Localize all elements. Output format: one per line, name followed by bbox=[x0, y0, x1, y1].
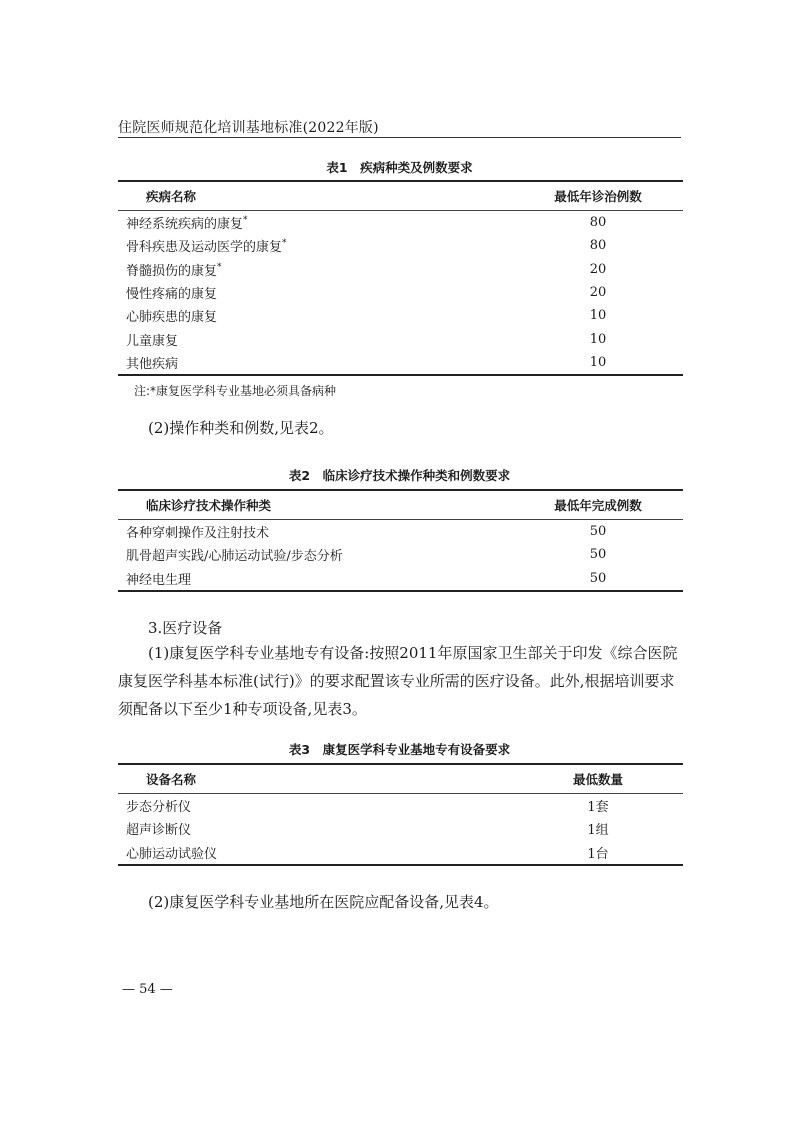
table1-caption: 表1 疾病种类及例数要求 bbox=[326, 160, 473, 175]
row-value: 1套 bbox=[587, 800, 609, 816]
row-name: 骨科疾患及运动医学的康复 bbox=[126, 240, 283, 256]
table-row bbox=[118, 304, 683, 327]
row-value: 50 bbox=[589, 570, 607, 586]
table3-col1-header: 设备名称 bbox=[146, 772, 197, 787]
table2-col2-header: 最低年完成例数 bbox=[554, 498, 642, 513]
table-row bbox=[118, 520, 683, 544]
table3 bbox=[118, 763, 683, 866]
row-name: 儿童康复 bbox=[126, 333, 179, 349]
row-value: 80 bbox=[589, 215, 607, 231]
table-row bbox=[118, 794, 683, 818]
row-name: 肌骨超声实践/心肺运动试验/步态分析 bbox=[126, 549, 343, 565]
row-name: 神经系统疾病的康复 bbox=[126, 217, 244, 233]
table-row bbox=[118, 234, 683, 257]
row-name: 超声诊断仪 bbox=[126, 823, 192, 839]
row-name: 心肺疾患的康复 bbox=[126, 310, 218, 326]
row-value: 10 bbox=[589, 308, 607, 324]
table3-header-row bbox=[118, 764, 683, 794]
table2-col1-header: 临床诊疗技术操作种类 bbox=[146, 498, 272, 513]
row-value: 50 bbox=[589, 547, 607, 563]
row-value: 10 bbox=[589, 331, 607, 347]
table-row bbox=[118, 327, 683, 350]
row-value: 50 bbox=[589, 524, 607, 540]
paragraph-equipment: (1)康复医学科专业基地专有设备:按照2011年原国家卫生部关于印发《综合医院康复医学科基本标准(试行)》的要求配置该专业所需的医疗设备。此外,根据培训要求须配备以下至少1种专项设备,见表3。 bbox=[118, 644, 678, 718]
row-name: 慢性疼痛的康复 bbox=[126, 287, 218, 303]
table1-col1-header: 疾病名称 bbox=[146, 189, 197, 204]
required-mark: * bbox=[282, 239, 287, 250]
row-name: 脊髓损伤的康复 bbox=[126, 263, 218, 279]
row-value: 1台 bbox=[587, 846, 609, 862]
paragraph-hospital-equipment: (2)康复医学科专业基地所在医院应配备设备,见表4。 bbox=[148, 893, 499, 911]
table-row bbox=[118, 567, 683, 591]
table1-note: 注:*康复医学科专业基地必须具备病种 bbox=[134, 384, 337, 398]
page-number: — 54 — bbox=[122, 982, 173, 997]
paragraph-operations: (2)操作种类和例数,见表2。 bbox=[148, 419, 334, 437]
row-name: 神经电生理 bbox=[126, 572, 192, 588]
table1-header-row bbox=[118, 181, 683, 211]
row-name: 步态分析仪 bbox=[126, 800, 192, 816]
row-value: 20 bbox=[589, 285, 607, 301]
row-value: 10 bbox=[589, 354, 607, 370]
row-name: 其他疾病 bbox=[126, 356, 179, 372]
table1 bbox=[118, 180, 683, 376]
table2-header-row bbox=[118, 490, 683, 520]
table1-col2-header: 最低年诊治例数 bbox=[554, 189, 642, 204]
table-row bbox=[118, 841, 683, 865]
table-row bbox=[118, 211, 683, 235]
table-row bbox=[118, 351, 683, 375]
header-rule bbox=[118, 137, 681, 138]
row-name: 心肺运动试验仪 bbox=[126, 846, 218, 862]
row-value: 20 bbox=[589, 261, 607, 277]
row-value: 80 bbox=[589, 238, 607, 254]
table-row bbox=[118, 281, 683, 304]
running-header: 住院医师规范化培训基地标准(2022年版) bbox=[118, 120, 379, 136]
table2-caption: 表2 临床诊疗技术操作种类和例数要求 bbox=[288, 468, 511, 483]
table-row bbox=[118, 817, 683, 840]
table3-col2-header: 最低数量 bbox=[572, 772, 623, 787]
row-value: 1组 bbox=[587, 823, 609, 839]
table-row bbox=[118, 543, 683, 566]
required-mark: * bbox=[217, 262, 222, 273]
table2 bbox=[118, 489, 683, 592]
table-row bbox=[118, 258, 683, 281]
required-mark: * bbox=[243, 215, 248, 226]
table3-caption: 表3 康复医学科专业基地专有设备要求 bbox=[288, 742, 511, 757]
section-heading-equipment: 3.医疗设备 bbox=[148, 619, 223, 637]
row-name: 各种穿刺操作及注射技术 bbox=[126, 526, 270, 542]
